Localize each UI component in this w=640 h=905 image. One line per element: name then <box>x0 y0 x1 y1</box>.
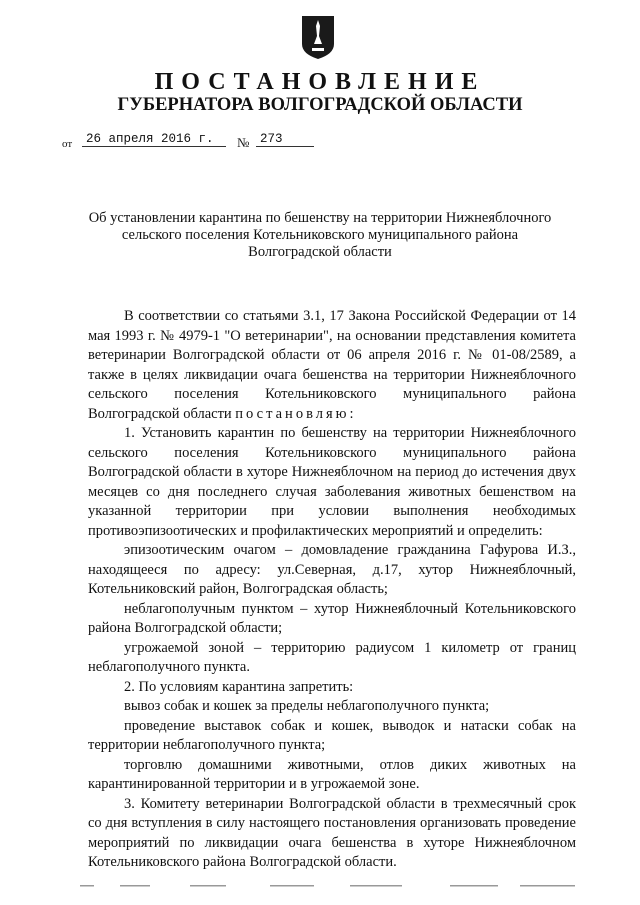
document-body <box>88 307 576 873</box>
ban-3-paragraph: торговлю домашними животными, отлов диких животных на карантинированной территории и в угрожаемой зоне. <box>88 756 576 792</box>
document-title: ПОСТАНОВЛЕНИЕ <box>154 69 486 95</box>
scan-footer-artifact <box>80 884 580 888</box>
decree-word: постановляю: <box>235 405 357 422</box>
subject-line: Об установлении карантина по бешенству на территории Нижнеяблочного <box>88 210 552 226</box>
ban-2-paragraph: проведение выставок собак и кошек, выводок и натаски собак на территории неблагополучного пункта; <box>88 717 576 753</box>
subject-line: Волгоградской области <box>248 244 392 260</box>
subject-line: сельского поселения Котельниковского муниципального района <box>121 227 519 243</box>
preamble-text: В соответствии со статьями 3.1, 17 Закона Российской Федерации от 14 мая 1993 г. № 4979-1 "О ветеринарии", на основании представления комитета ветеринарии Волгоградской области от 06 апреля 2016 г. № 01-08/2589, а также в целях ликвидации очага бешенства на территории Нижнеяблочного сельского поселения Котельниковского муниципального района Волгоградской области <box>88 308 576 422</box>
number-value: 273 <box>256 132 314 147</box>
item-1-text: Установить карантин по бешенству на территории Нижнеяблочного сельского поселения Котельниковского муниципального района Волгоградской области в хуторе Нижнеяблочном на период до истечения двух месяцев со дня последнего случая заболевания животных бешенством на указанной территории при условии выполнения необходимых противоэпизоотических и профилактических мероприятий и определить: <box>88 425 576 539</box>
preamble-paragraph <box>88 307 576 424</box>
document-issuer: ГУБЕРНАТОРА ВОЛГОГРАДСКОЙ ОБЛАСТИ <box>117 95 523 115</box>
item-2-paragraph: 2. По условиям карантина запретить: <box>124 678 354 695</box>
epizootic-focus-paragraph: эпизоотическим очагом – домовладение гражданина Гафурова И.З., находящееся по адресу: ул.Северная, д.17, хутор Нижнеяблочный, Котельниковский район, Волгоградская область; <box>88 542 576 597</box>
item-1-paragraph <box>88 424 576 541</box>
volgograd-coat-of-arms-icon <box>300 14 336 60</box>
item-3-paragraph: 3. Комитету ветеринарии Волгоградской области в трехмесячный срок со дня вступления в силу настоящего постановления организовать проведение мероприятий по ликвидации очага бешенства в хуторе Нижнеяблочном Котельниковского района Волгоградской области. <box>88 795 576 870</box>
number-label: № <box>237 135 250 150</box>
date-number-line <box>62 132 362 152</box>
threat-zone-paragraph: угрожаемой зоной – территорию радиусом 1 километр от границ неблагополучного пункта. <box>88 639 576 675</box>
date-label: от <box>62 138 73 150</box>
item-1-number: 1. <box>124 425 135 441</box>
unsafe-point-paragraph: неблагополучным пунктом – хутор Нижнеяблочный Котельниковского района Волгоградской области; <box>88 600 576 636</box>
date-value: 26 апреля 2016 г. <box>82 132 226 147</box>
ban-1-paragraph: вывоз собак и кошек за пределы неблагополучного пункта; <box>124 698 490 714</box>
document-subject <box>60 210 580 261</box>
